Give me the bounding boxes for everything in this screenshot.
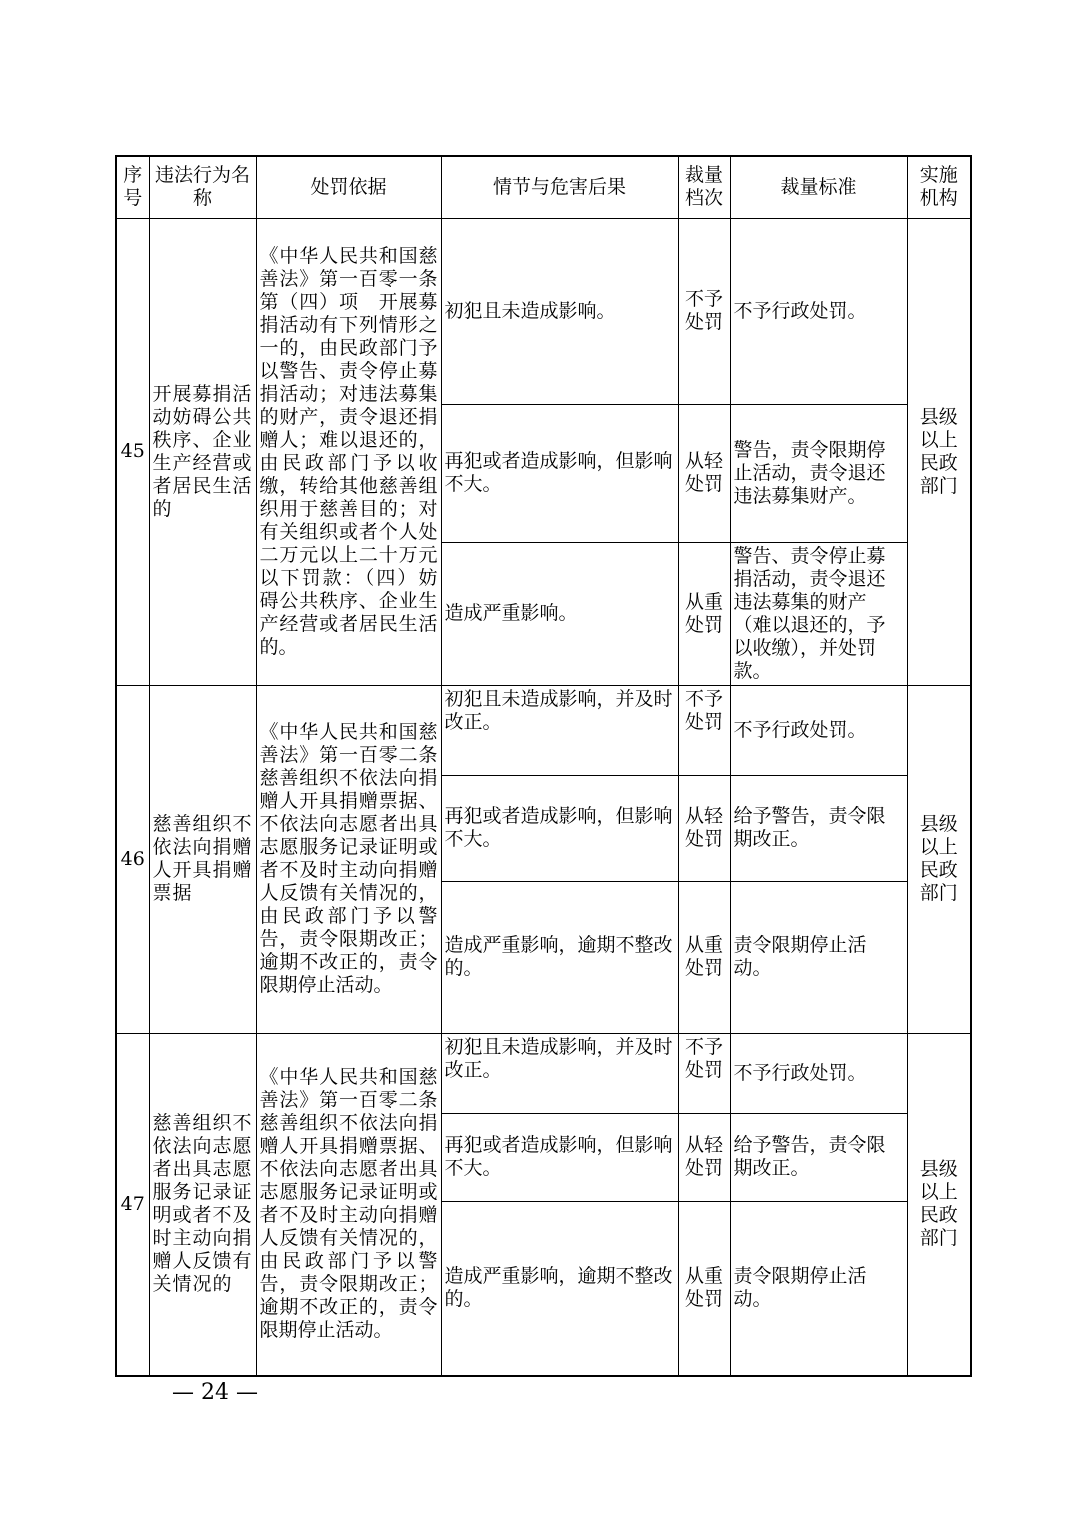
violation-name: 慈善组织不依法向志愿者出具志愿服务记录证明或者不及时主动向捐赠人反馈有关情况的 — [149, 1033, 256, 1376]
agency: 县级以上民政部门 — [907, 685, 971, 1033]
discretion-level: 从轻处罚 — [678, 404, 730, 542]
penalty-basis: 《中华人民共和国慈善法》第一百零二条 慈善组织不依法向捐赠人开具捐赠票据、不依法向志愿者出具志愿服务记录证明或者不及时主动向捐赠人反馈有关情况的，由民政部门予以警告，责令限期改正；逾期不改正的，责令限期停止活动。 — [256, 1033, 441, 1376]
penalty-table — [115, 155, 972, 1377]
discretion-standard: 不予行政处罚。 — [730, 218, 907, 404]
circumstance: 再犯或者造成影响，但影响不大。 — [441, 404, 678, 542]
discretion-standard: 责令限期停止活动。 — [730, 1201, 907, 1376]
discretion-level: 从重处罚 — [678, 1201, 730, 1376]
discretion-level: 从重处罚 — [678, 881, 730, 1033]
discretion-standard: 不予行政处罚。 — [730, 685, 907, 775]
header-agency: 实施机构 — [907, 156, 971, 218]
row-seq: 45 — [116, 218, 149, 685]
violation-name: 开展募捐活动妨碍公共秩序、企业生产经营或者居民生活的 — [149, 218, 256, 685]
header-violation-name: 违法行为名称 — [149, 156, 256, 218]
circumstance: 再犯或者造成影响，但影响不大。 — [441, 775, 678, 881]
discretion-standard: 不予行政处罚。 — [730, 1033, 907, 1113]
header-row — [116, 156, 971, 218]
circumstance: 造成严重影响，逾期不整改的。 — [441, 1201, 678, 1376]
penalty-basis: 《中华人民共和国慈善法》第一百零一条第（四）项 开展募捐活动有下列情形之一的，由民政部门予以警告、责令停止募捐活动；对违法募集的财产，责令退还捐赠人；难以退还的，由民政部门予以收缴，转给其他慈善组织用于慈善目的；对有关组织或者个人处二万元以上二十万元以下罚款：（四）妨碍公共秩序、企业生产经营或者居民生活的。 — [256, 218, 441, 685]
circumstance: 初犯且未造成影响，并及时改正。 — [441, 685, 678, 775]
header-penalty-basis: 处罚依据 — [256, 156, 441, 218]
row-seq: 47 — [116, 1033, 149, 1376]
discretion-level: 从轻处罚 — [678, 775, 730, 881]
page-number: — 24 — — [172, 1380, 258, 1405]
circumstance: 再犯或者造成影响，但影响不大。 — [441, 1113, 678, 1201]
discretion-standard: 给予警告，责令限期改正。 — [730, 1113, 907, 1201]
row-seq: 46 — [116, 685, 149, 1033]
discretion-standard: 警告，责令限期停止活动，责令退还违法募集财产。 — [730, 404, 907, 542]
circumstance: 初犯且未造成影响。 — [441, 218, 678, 404]
header-discretion-level: 裁量档次 — [678, 156, 730, 218]
agency: 县级以上民政部门 — [907, 1033, 971, 1376]
discretion-level: 不予处罚 — [678, 685, 730, 775]
discretion-standard: 警告、责令停止募捐活动，责令退还违法募集的财产（难以退还的，予以收缴），并处罚款。 — [730, 542, 907, 685]
discretion-standard: 责令限期停止活动。 — [730, 881, 907, 1033]
table-row — [116, 685, 971, 775]
circumstance: 初犯且未造成影响，并及时改正。 — [441, 1033, 678, 1113]
header-circumstances: 情节与危害后果 — [441, 156, 678, 218]
header-discretion-standard: 裁量标准 — [730, 156, 907, 218]
circumstance: 造成严重影响，逾期不整改的。 — [441, 881, 678, 1033]
header-seq: 序号 — [116, 156, 149, 218]
agency: 县级以上民政部门 — [907, 218, 971, 685]
discretion-standard: 给予警告，责令限期改正。 — [730, 775, 907, 881]
discretion-level: 不予处罚 — [678, 1033, 730, 1113]
table-row — [116, 1033, 971, 1113]
violation-name: 慈善组织不依法向捐赠人开具捐赠票据 — [149, 685, 256, 1033]
discretion-level: 从轻处罚 — [678, 1113, 730, 1201]
table-row — [116, 218, 971, 404]
circumstance: 造成严重影响。 — [441, 542, 678, 685]
discretion-level: 从重处罚 — [678, 542, 730, 685]
discretion-level: 不予处罚 — [678, 218, 730, 404]
penalty-basis: 《中华人民共和国慈善法》第一百零二条 慈善组织不依法向捐赠人开具捐赠票据、不依法向志愿者出具志愿服务记录证明或者不及时主动向捐赠人反馈有关情况的，由民政部门予以警告，责令限期改正；逾期不改正的，责令限期停止活动。 — [256, 685, 441, 1033]
